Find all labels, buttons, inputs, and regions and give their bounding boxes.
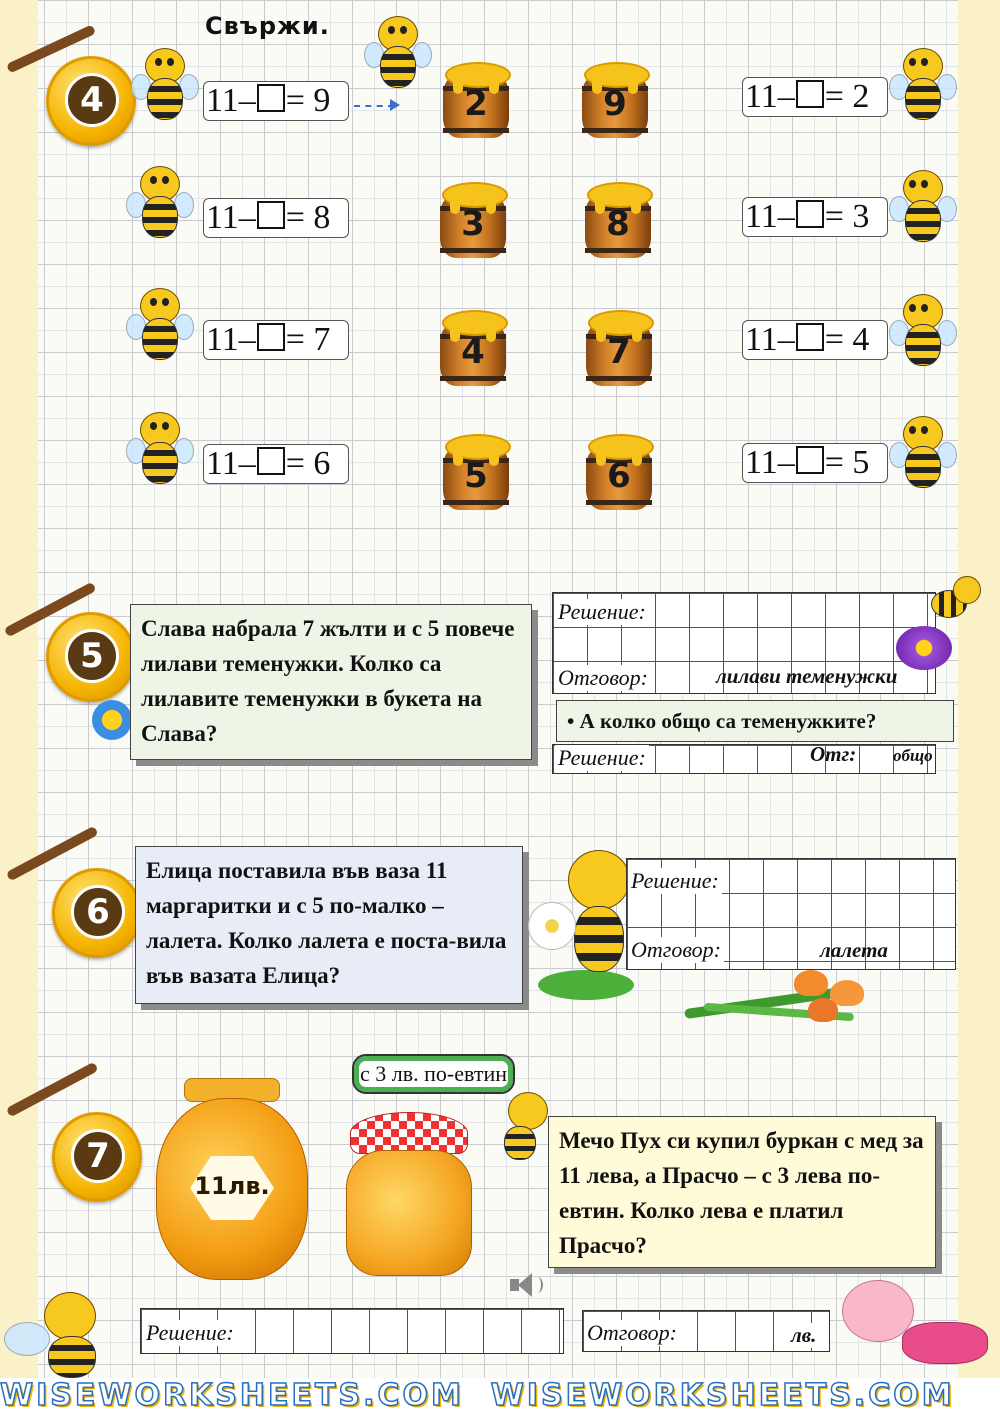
task6-number: 6 xyxy=(71,885,125,939)
honey-barrel[interactable]: 7 xyxy=(586,308,652,386)
bee-icon xyxy=(893,166,951,246)
task6-answer-label: Отговор: xyxy=(628,937,724,963)
task7-answer-unit: лв. xyxy=(791,1323,817,1347)
task5-answer2-label: Отг: xyxy=(810,742,857,766)
task5-badge xyxy=(46,612,136,702)
honey-barrel[interactable]: 4 xyxy=(440,308,506,386)
task7-answer-label: Отговор: xyxy=(584,1320,680,1346)
task5-solution-label: Решение: xyxy=(555,599,649,625)
equation-right-2[interactable]: 11– = 3 xyxy=(742,197,888,237)
equation-left-1[interactable]: 11– = 9 xyxy=(203,81,349,121)
honey-barrel[interactable]: 6 xyxy=(586,432,652,510)
task5-solution2-label: Решение: xyxy=(555,745,649,771)
equation-left-4[interactable]: 11– = 6 xyxy=(203,444,349,484)
dashed-arrow xyxy=(354,105,394,107)
pencil-bee-icon xyxy=(368,12,426,92)
watermark-bar xyxy=(0,1378,1000,1413)
page-right-border xyxy=(958,0,1000,1413)
page-left-border xyxy=(0,0,38,1413)
arrow-head-icon xyxy=(390,99,400,111)
task5-question2: • А колко общо са теменужките? xyxy=(556,700,954,742)
task6-answer-unit: лалета xyxy=(820,938,888,962)
task7-solution-label: Решение: xyxy=(143,1320,237,1346)
answer-square[interactable] xyxy=(257,323,285,351)
answer-square[interactable] xyxy=(257,447,285,475)
honey-barrel[interactable]: 3 xyxy=(440,180,506,258)
watermark-text: WISEWORKSHEETS.COM xyxy=(0,1378,464,1413)
big-honey-jar xyxy=(156,1078,306,1278)
small-honey-jar xyxy=(346,1112,470,1274)
bee-with-daisies-icon xyxy=(528,840,638,1010)
speech-bubble: с 3 лв. по-евтин xyxy=(352,1054,515,1094)
bee-icon xyxy=(893,44,951,124)
flower-icon xyxy=(92,700,132,740)
piglet-icon xyxy=(832,1270,992,1374)
honey-barrel[interactable]: 5 xyxy=(443,432,509,510)
bee-icon-task7 xyxy=(482,1084,552,1164)
answer-square[interactable] xyxy=(796,80,824,108)
task7-badge xyxy=(52,1112,142,1202)
bee-with-glasses-icon xyxy=(4,1262,140,1378)
task7-number: 7 xyxy=(71,1129,125,1183)
equation-right-3[interactable]: 11– = 4 xyxy=(742,320,888,360)
watermark-text: WISEWORKSHEETS.COM xyxy=(490,1378,955,1413)
task5-answer2-unit: общо xyxy=(893,746,933,765)
bee-icon xyxy=(893,290,951,370)
answer-square[interactable] xyxy=(796,323,824,351)
equation-left-2[interactable]: 11– = 8 xyxy=(203,198,349,238)
violet-flower-icon xyxy=(896,626,952,670)
task5-problem-text: Слава набрала 7 жълти и с 5 повече лилави теменужки. Колко са лилавите теменужки в букета на Слава? xyxy=(130,604,532,760)
task6-problem-text: Елица поставила във ваза 11 маргаритки и с 5 по-малко – лалета. Колко лалета е поста-вила във вазата Елица? xyxy=(135,846,523,1004)
answer-square[interactable] xyxy=(796,446,824,474)
tulips-icon xyxy=(684,968,884,1028)
answer-square[interactable] xyxy=(257,84,285,112)
task4-number: 4 xyxy=(65,73,119,127)
bee-icon xyxy=(130,284,188,364)
bee-icon xyxy=(130,408,188,488)
task5-answer-label: Отговор: xyxy=(555,665,651,691)
task4-badge xyxy=(46,56,136,146)
equation-right-4[interactable]: 11– = 5 xyxy=(742,443,888,483)
answer-square[interactable] xyxy=(257,201,285,229)
bee-icon xyxy=(135,44,193,124)
task5-number: 5 xyxy=(65,629,119,683)
bee-icon xyxy=(130,162,188,242)
honey-barrel[interactable]: 9 xyxy=(582,60,648,138)
answer-square[interactable] xyxy=(796,200,824,228)
task7-problem-text: Мечо Пух си купил буркан с мед за 11 лева, а Прасчо – с 3 лева по-евтин. Колко лева е платил Прасчо? xyxy=(548,1116,936,1268)
equation-left-3[interactable]: 11– = 7 xyxy=(203,320,349,360)
task6-badge xyxy=(52,868,142,958)
task5-answer-unit: лилави теменужки xyxy=(716,664,898,688)
task4-title: Свържи. xyxy=(205,12,330,40)
jar-price-label: 11лв. xyxy=(194,1172,270,1200)
honey-barrel[interactable]: 2 xyxy=(443,60,509,138)
speaker-icon[interactable] xyxy=(506,1270,544,1300)
task6-solution-label: Решение: xyxy=(628,868,722,894)
bee-icon xyxy=(893,412,951,492)
honey-barrel[interactable]: 8 xyxy=(585,180,651,258)
equation-right-1[interactable]: 11– = 2 xyxy=(742,77,888,117)
